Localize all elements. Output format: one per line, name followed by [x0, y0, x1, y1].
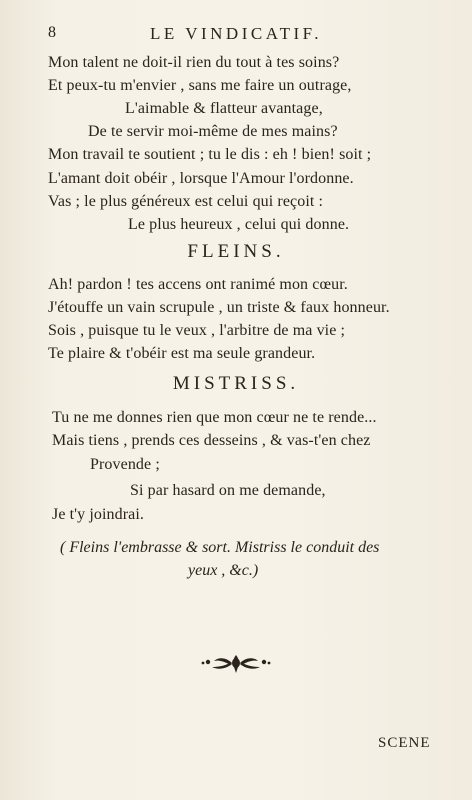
speaker-name-fleins: FLEINS. [187, 241, 285, 262]
verse-line: L'aimable & flatteur avantage, [125, 100, 323, 117]
verse-line: Ah! pardon ! tes accens ont ranimé mon cœur. [48, 276, 348, 293]
verse-line: Vas ; le plus généreux est celui qui reçoit : [48, 193, 324, 210]
verse-line: L'amant doit obéir , lorsque l'Amour l'ordonne. [48, 170, 354, 187]
verse-line: Mon travail te soutient ; tu le dis : eh ! bien! soit ; [48, 146, 372, 163]
stage-direction: ( Fleins l'embrasse & sort. Mistriss le conduit des [60, 539, 380, 556]
verse-line: J'étouffe un vain scrupule , un triste & faux honneur. [48, 299, 390, 316]
verse-line: De te servir moi-même de mes mains? [88, 123, 338, 140]
running-title: LE VINDICATIF. [150, 24, 322, 43]
verse-line: Sois , puisque tu le veux , l'arbitre de ma vie ; [48, 322, 346, 339]
catchword: SCENE [378, 735, 431, 751]
verse-line: Provende ; [90, 456, 160, 473]
verse-line: Si par hasard on me demande, [130, 482, 326, 499]
verse-line: Mais tiens , prends ces desseins , & vas-t'en chez [52, 432, 371, 449]
verse-line: Tu ne me donnes rien que mon cœur ne te rende... [52, 409, 377, 426]
verse-line: Je t'y joindrai. [52, 506, 145, 523]
page-number: 8 [48, 24, 56, 41]
verse-line: Et peux-tu m'envier , sans me faire un outrage, [48, 77, 352, 94]
speaker-name-mistriss: MISTRISS. [172, 373, 300, 394]
verse-line: Te plaire & t'obéir est ma seule grandeur. [48, 345, 316, 362]
verse-line: Le plus heureux , celui qui donne. [128, 216, 350, 233]
verse-line: Mon talent ne doit-il rien du tout à tes soins? [48, 54, 340, 71]
stage-direction-continued: yeux , &c.) [188, 562, 259, 579]
floral-ornament-icon [200, 651, 272, 675]
